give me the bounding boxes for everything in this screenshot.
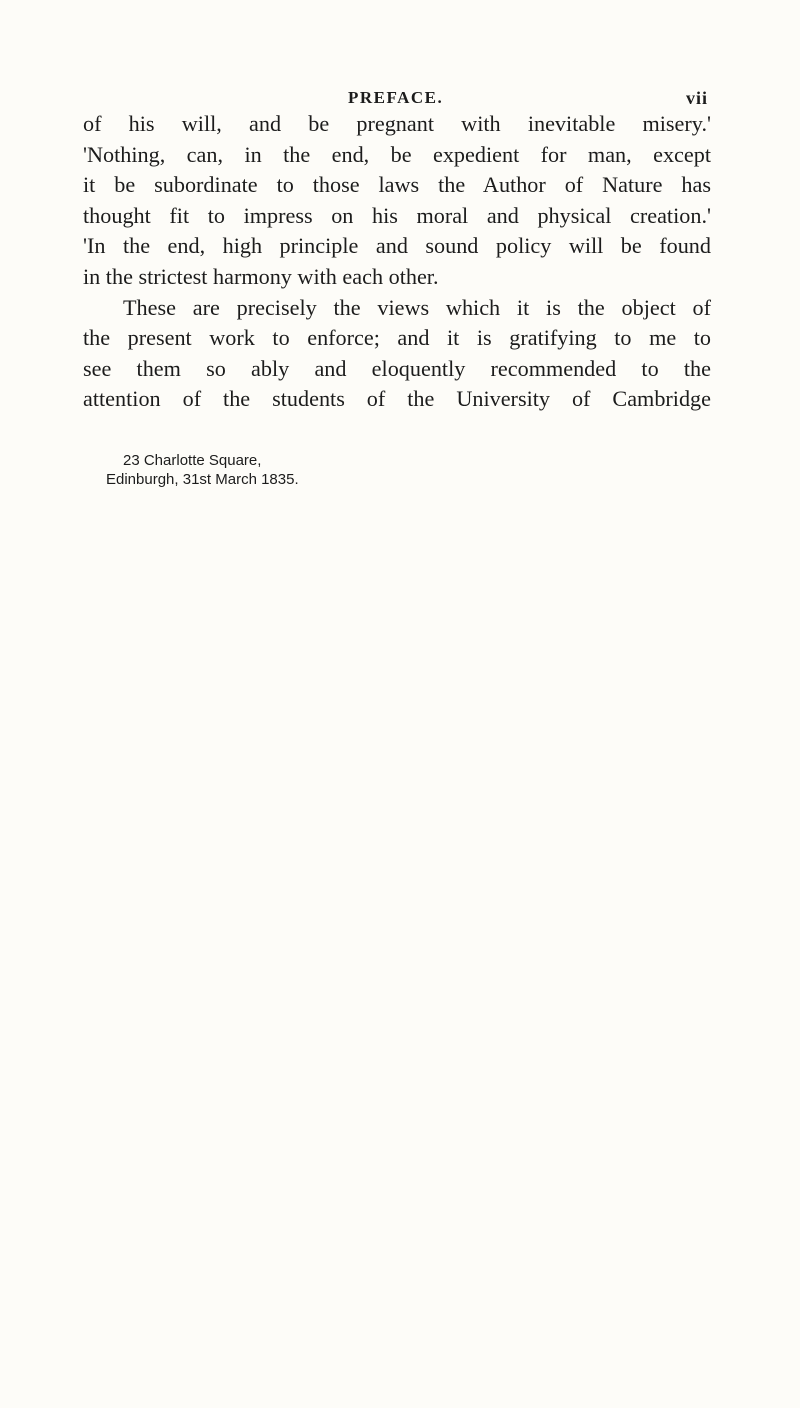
running-title: PREFACE.	[348, 88, 444, 107]
text-line: in the strictest harmony with each other.	[83, 263, 439, 289]
text-line: see them so ably and eloquently recommended to the	[83, 355, 711, 381]
text-line: it be subordinate to those laws the Author of Nature has	[83, 172, 711, 198]
text-line: 'In the end, high principle and sound policy will be found	[83, 233, 711, 259]
text-line: 'Nothing, can, in the end, be expedient for man, except	[83, 141, 711, 167]
signoff	[106, 451, 299, 489]
text-line: the present work to enforce; and it is gratifying to me to	[83, 325, 711, 351]
text-line: attention of the students of the University of Cambridge	[83, 386, 711, 412]
preface-body	[83, 109, 711, 415]
text-line: These are precisely the views which it is the object of	[123, 294, 711, 320]
signoff-address: 23 Charlotte Square,	[123, 452, 262, 469]
signoff-date: Edinburgh, 31st March 1835.	[106, 471, 299, 488]
page-number: vii	[685, 88, 708, 108]
text-line: of his will, and be pregnant with inevitable misery.'	[83, 111, 711, 136]
text-line: thought fit to impress on his moral and physical creation.'	[83, 202, 711, 228]
